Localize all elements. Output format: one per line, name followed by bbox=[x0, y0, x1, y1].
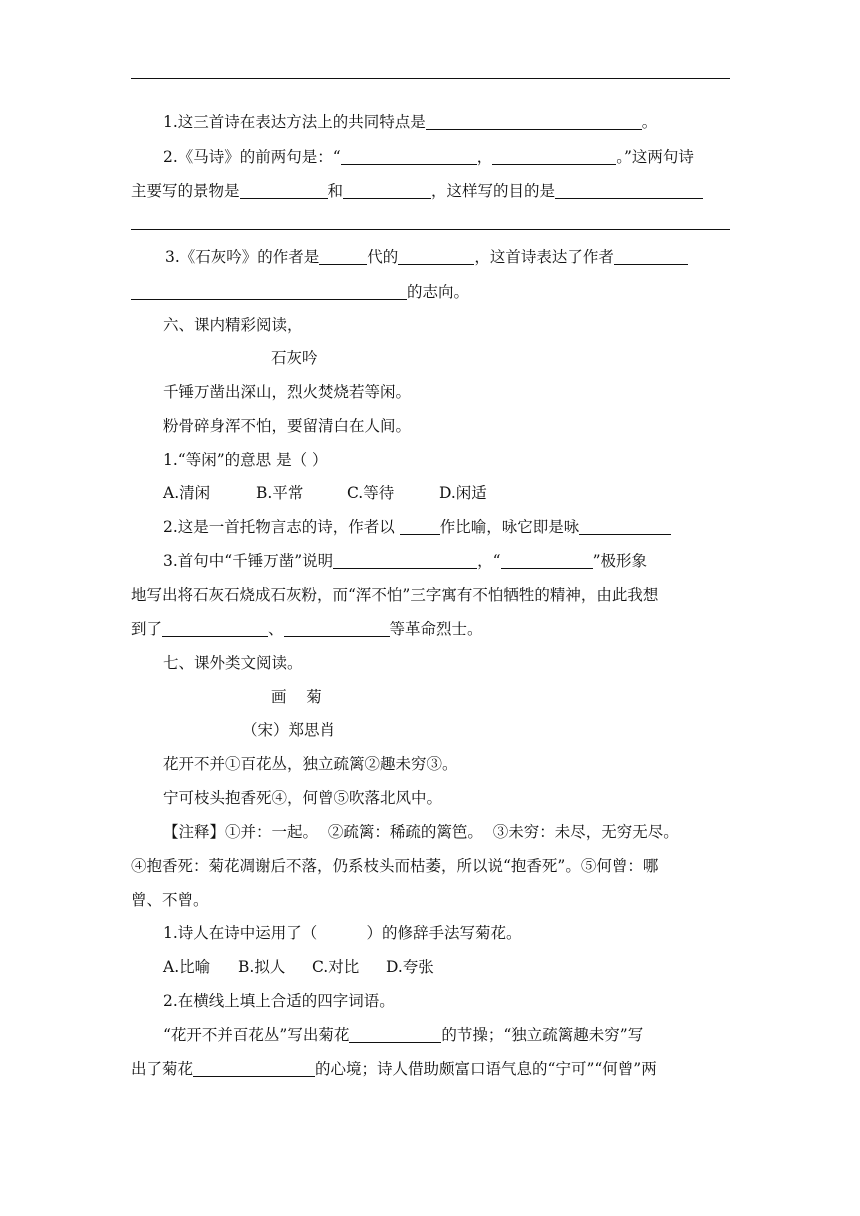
section-7-question-2: 2.在横线上填上合适的四字词语。 bbox=[163, 992, 395, 1010]
poem-line: 宁可枝头抱香死④，何曾⑤吹落北风中。 bbox=[163, 789, 443, 807]
answer-blank[interactable] bbox=[579, 518, 671, 535]
poem-line: 千锤万凿出深山，烈火焚烧若等闲。 bbox=[163, 383, 412, 401]
question-2: 2.《马诗》的前两句是：“ ， 。”这两句诗 bbox=[163, 148, 694, 166]
section-7-heading: 七、课外类文阅读。 bbox=[163, 654, 303, 672]
section-6-heading: 六、课内精彩阅读， bbox=[163, 316, 303, 334]
answer-blank[interactable] bbox=[492, 148, 616, 165]
section-6-question-3-line2: 地写出将石灰石烧成石灰粉，而“浑不怕”三字寓有不怕牺牲的精神，由此我想 bbox=[131, 586, 659, 604]
answer-blank[interactable] bbox=[400, 518, 440, 535]
poem-author: （宋）郑思肖 bbox=[242, 721, 336, 739]
section-7-question-2-line1: “花开不并百花丛”写出菊花 的节操；“独立疏篱趣未穷”写 bbox=[163, 1026, 644, 1044]
poem-title: 画 菊 bbox=[271, 688, 322, 706]
choice-option[interactable]: C.等待 bbox=[347, 484, 395, 502]
answer-blank[interactable] bbox=[240, 182, 328, 199]
poem-title: 石灰吟 bbox=[271, 349, 318, 367]
choice-option[interactable]: B.拟人 bbox=[238, 958, 286, 976]
question-2-line2: 主要写的景物是 和 ，这样写的目的是 bbox=[131, 180, 703, 202]
choice-option[interactable]: B.平常 bbox=[256, 484, 304, 502]
poem-line: 粉骨碎身浑不怕，要留清白在人间。 bbox=[163, 417, 412, 435]
annotation-line: 曾、不曾。 bbox=[131, 891, 209, 909]
section-6-question-3: 3.首句中“千锤万凿”说明 ，“ ”极形象 bbox=[163, 552, 648, 570]
section-7-question-2-line2: 出了菊花 的心境；诗人借助颇富口语气息的“宁可”“何曾”两 bbox=[131, 1060, 657, 1078]
choice-option[interactable]: C.对比 bbox=[312, 958, 360, 976]
choice-option[interactable]: A.清闲 bbox=[163, 484, 211, 502]
poem-line: 花开不并①百花丛，独立疏篱②趣未穷③。 bbox=[163, 755, 458, 773]
answer-blank[interactable] bbox=[284, 620, 390, 637]
answer-blank[interactable] bbox=[131, 283, 407, 300]
question-1: 1.这三首诗在表达方法上的共同特点是 。 bbox=[163, 113, 658, 131]
choice-option[interactable]: D.闲适 bbox=[439, 484, 487, 502]
section-6-question-3-line3: 到了 、 等革命烈士。 bbox=[131, 620, 483, 638]
section-6-question-2: 2.这是一首托物言志的诗，作者以 作比喻，咏它即是咏 bbox=[163, 516, 671, 538]
question-3-line2: 的志向。 bbox=[131, 281, 469, 303]
answer-blank[interactable] bbox=[555, 182, 703, 199]
answer-blank[interactable] bbox=[341, 148, 477, 165]
answer-blank[interactable] bbox=[333, 552, 477, 569]
answer-blank[interactable] bbox=[349, 1026, 441, 1043]
top-rule bbox=[131, 78, 730, 79]
answer-blank[interactable] bbox=[398, 248, 474, 265]
answer-blank[interactable] bbox=[193, 1060, 315, 1077]
answer-blank[interactable] bbox=[319, 248, 367, 265]
answer-blank[interactable] bbox=[343, 182, 431, 199]
section-7-question-1: 1.诗人在诗中运用了（ ）的修辞手法写菊花。 bbox=[163, 924, 522, 942]
answer-blank[interactable] bbox=[426, 113, 642, 130]
choice-option[interactable]: A.比喻 bbox=[163, 958, 211, 976]
annotation-line: 【注释】①并：一起。 ②疏篱：稀疏的篱笆。 ③未穷：未尽，无穷无尽。 bbox=[163, 823, 679, 841]
answer-blank[interactable] bbox=[614, 248, 688, 265]
choice-option[interactable]: D.夸张 bbox=[386, 958, 434, 976]
section-6-question-1: 1.“等闲”的意思 是（ ） bbox=[163, 451, 328, 469]
annotation-line: ④抱香死：菊花凋谢后不落，仍系枝头而枯萎，所以说“抱香死”。⑤何曾：哪 bbox=[131, 857, 659, 875]
question-3: 3.《石灰吟》的作者是 代的 ，这首诗表达了作者 bbox=[165, 246, 688, 268]
answer-blank[interactable] bbox=[162, 620, 268, 637]
answer-line-full[interactable] bbox=[131, 229, 730, 230]
answer-blank[interactable] bbox=[501, 552, 593, 569]
